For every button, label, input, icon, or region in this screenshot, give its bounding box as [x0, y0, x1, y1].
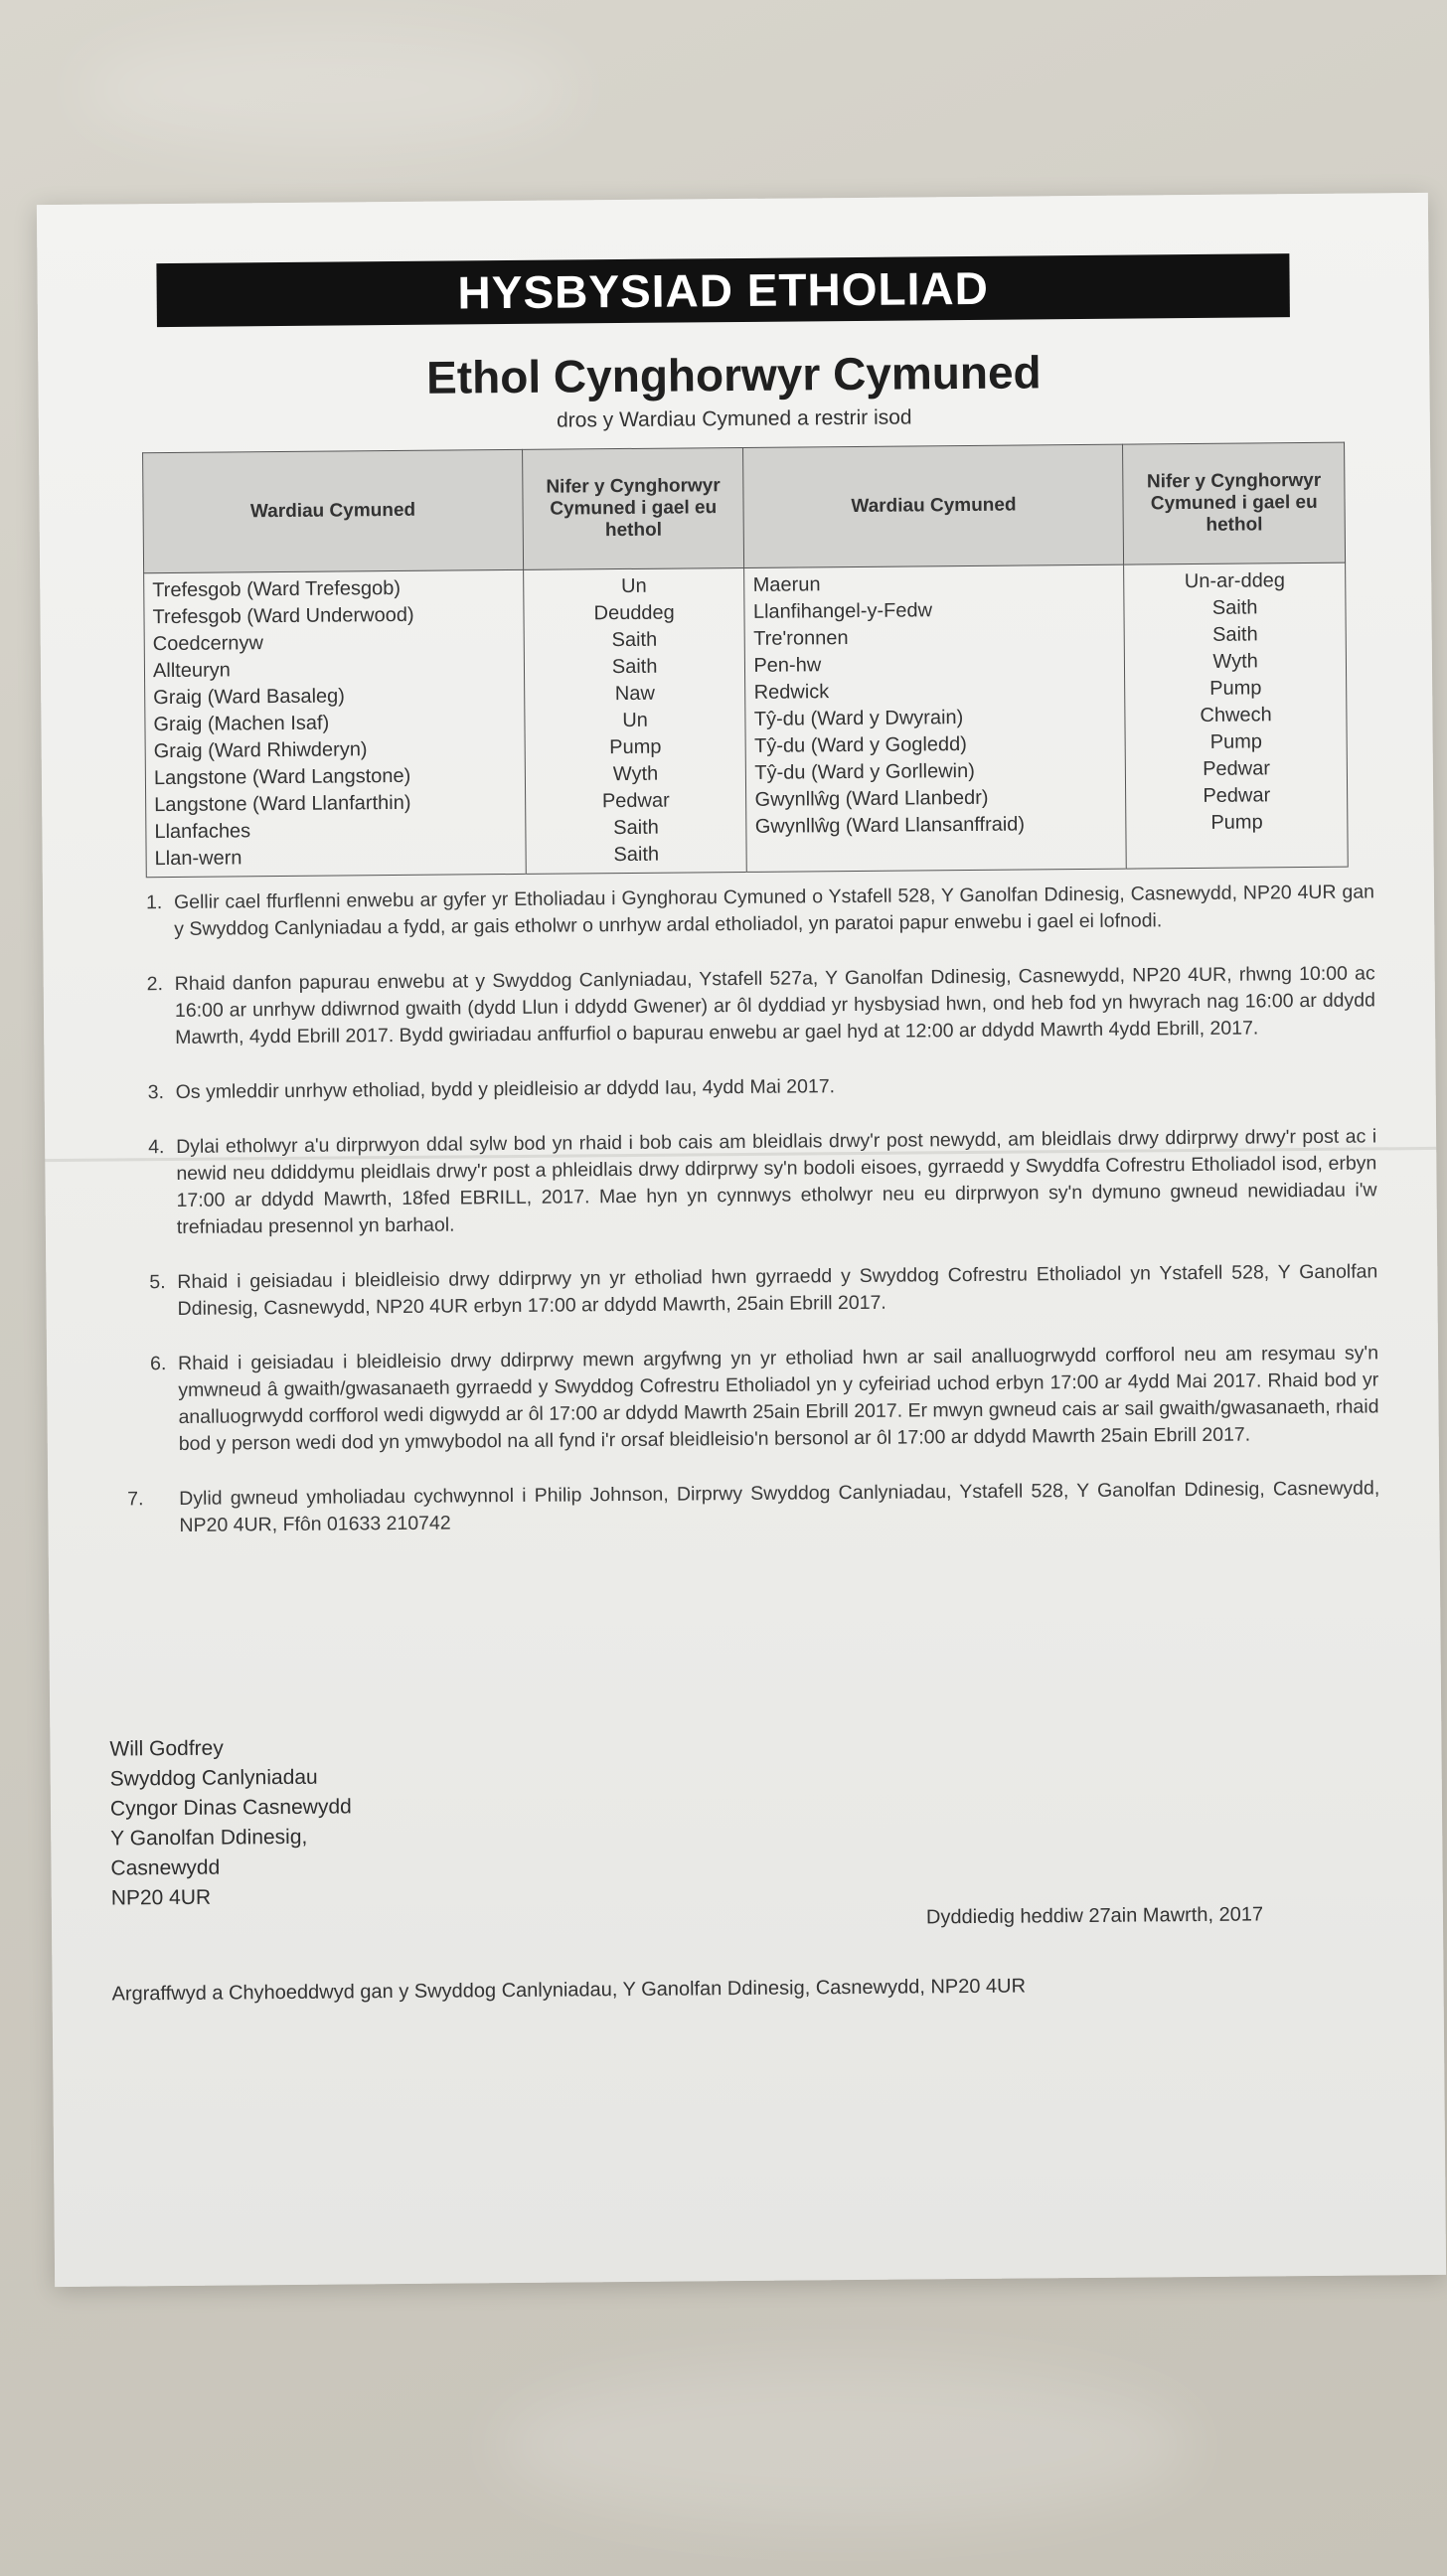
table-cell: Un-ar-ddeg [1184, 569, 1286, 593]
list-item [125, 1258, 1377, 1323]
table-header: Nifer y Cynghorwyr Cymuned i gael eu hethol [1123, 442, 1346, 564]
note-text: Dylai etholwyr a'u dirprwyon ddal sylw bod yn rhaid i bob cais am bleidlais drwy'r post newydd, am bleidlais drwy ddirprwy drwy'r post ac i newid neu ddiddymu pleidlais drwy'r post a phleidlais drwy ddirprwy sy'n bodoli eisoes, gyrraedd y Swyddfa Cofrestru Etholiadol isod, erbyn 17:00 ar ddydd Mawrth, 18fed EBRILL, 2017. Mae hyn yn cynnwys etholwyr neu eu dirprwyon sy'n dymuno gwneud newidiadau i'w trefniadau presennol yn barhaol. [176, 1125, 1377, 1238]
dated-line: Dyddiedig heddiw 27ain Mawrth, 2017 [925, 1903, 1264, 1929]
table-cell: Deuddeg [593, 601, 675, 625]
table-cell: Pump [1210, 811, 1263, 834]
note-number: 1. [145, 891, 163, 914]
signature-line: Swyddog Canlyniadau [109, 1765, 318, 1791]
notice-banner: HYSBYSIAD ETHOLIAD [156, 253, 1290, 327]
table-cell: Chwech [1200, 704, 1272, 726]
wards-table [142, 442, 1349, 879]
table-cell: Pen-hw [753, 654, 822, 677]
table-cell: Tŷ-du (Ward y Gorllewin) [754, 759, 975, 784]
background-fabric [80, 30, 576, 149]
table-cell: Langstone (Ward Langstone) [153, 764, 411, 790]
table-row [144, 563, 1349, 878]
table-cell: Graig (Machen Isaf) [153, 712, 330, 736]
signature-line: Y Ganolfan Ddinesig, [110, 1825, 308, 1851]
list-item [122, 879, 1374, 943]
note-number: 4. [148, 1136, 165, 1159]
table-cell: Saith [1212, 623, 1258, 646]
table-cell: Saith [611, 628, 658, 652]
table-cell: Graig (Ward Rhiwderyn) [153, 738, 368, 763]
table-header: Wardiau Cymuned [143, 449, 524, 572]
signature-block [109, 1732, 352, 1913]
table-cell: Un [621, 574, 647, 598]
table-cell: Gwynllŵg (Ward Llanbedr) [754, 786, 989, 811]
note-text: Rhaid i geisiadau i bleidleisio drwy ddirprwy mewn argyfwng yn yr etholiad hwn ar sail analluogrwydd corfforol neu am resymau sy'n ymwneud â gwaith/gwasanaeth gyrraedd y Swyddog Cofrestru Etholiadol yn y cyfeiriad uchod erbyn 17:00 ar 4ydd Mai 2017. Rhaid bod yr analluogrwydd corfforol wedi digwydd ar ôl 17:00 ar ddydd Mawrth 25ain Ebrill 2017. Er mwyn gwneud cais ar sail gwaith/gwasanaeth, rhaid bod y person wedi dod yn ymwybodol na all fynd i'r orsaf bleidleisio'n bersonol ar ôl 17:00 ar ddydd Mawrth 25ain Ebrill 2017. [177, 1342, 1379, 1455]
table-cell: Maerun [752, 573, 821, 596]
page-subtitle: dros y Wardiau Cymuned a restrir isod [556, 405, 912, 432]
table-cell: Tre'ronnen [753, 627, 849, 650]
list-item [123, 960, 1376, 1051]
signature-name: Will Godfrey [109, 1736, 224, 1761]
note-number: 5. [149, 1271, 166, 1294]
table-cell: Un [622, 709, 648, 732]
table-cell: Pump [1209, 677, 1262, 700]
table-cell: Pedwar [1203, 757, 1271, 780]
background-fabric [497, 2365, 1193, 2524]
note-number: 7. [127, 1488, 144, 1511]
printed-by-line: Argraffwyd a Chyhoeddwyd gan y Swyddog Canlyniadau, Y Ganolfan Ddinesig, Casnewydd, NP20 4UR [111, 1975, 1027, 2006]
table-cell: Wyth [612, 762, 659, 786]
table-cell: Langstone (Ward Llanfarthin) [154, 791, 411, 817]
table-cell: Saith [1211, 596, 1258, 619]
page-title: Ethol Cynghorwyr Cymuned [425, 346, 1042, 403]
table-cell: Pump [1209, 730, 1263, 753]
note-text: Rhaid danfon papurau enwebu at y Swyddog Canlyniadau, Ystafell 527a, Y Ganolfan Ddinesig, Casnewydd, NP20 4UR, rhwng 10:00 ac 16:00 ar unrhyw ddiwrnod gwaith (dydd Llun i ddydd Gwener) ar ôl dyddiad yr hysbysiad hwn, ond heb fod yn hwyrach nag 16:00 ar ddydd Mawrth, 4ydd Ebrill 2017. Bydd gwiriadau anffurfiol o bapurau enwebu ar gael hyd at 12:00 ar ddydd Mawrth 4ydd Ebrill, 2017. [174, 962, 1376, 1048]
note-number: 3. [147, 1081, 165, 1104]
left-counts-list [523, 567, 746, 874]
table-cell: Saith [611, 655, 658, 679]
table-cell: Pedwar [1203, 784, 1271, 807]
election-notice-paper [37, 193, 1446, 2287]
table-cell: Pump [609, 735, 662, 759]
note-text: Gellir cael ffurflenni enwebu ar gyfer yr Etholiadau i Gynghorau Cymuned o Ystafell 528, Y Ganolfan Ddinesig, Casnewydd, NP20 4UR gan y Swyddog Canlyniadau a fydd, ar gais etholwr o unrhyw ardal etholiadol, yn paratoi papur enwebu i gael ei lofnodi. [173, 881, 1375, 940]
table-cell: Graig (Ward Basaleg) [153, 685, 345, 710]
table-cell: Llan-wern [154, 847, 242, 871]
right-wards-list [744, 564, 1127, 872]
list-item [127, 1475, 1379, 1539]
table-cell: Saith [613, 816, 659, 840]
right-counts-list [1124, 563, 1348, 869]
list-item [124, 1123, 1377, 1241]
note-text: Os ymleddir unrhyw etholiad, bydd y pleidleisio ar ddydd Iau, 4ydd Mai 2017. [175, 1075, 836, 1103]
table-cell: Tŷ-du (Ward y Dwyrain) [753, 707, 964, 730]
list-item [126, 1340, 1379, 1458]
note-text: Rhaid i geisiadau i bleidleisio drwy ddirprwy yn yr etholiad hwn gyrraedd y Swyddog Cofrestru Etholiadol yn Ystafell 528, Y Ganolfan Ddinesig, Casnewydd, NP20 4UR erbyn 17:00 ar ddydd Mawrth, 25ain Ebrill 2017. [177, 1260, 1378, 1320]
table-cell: Saith [613, 843, 660, 867]
table-cell: Wyth [1212, 650, 1258, 673]
table-cell: Coedcernyw [152, 632, 264, 656]
note-number: 2. [146, 973, 164, 996]
table-cell: Tŷ-du (Ward y Gogledd) [754, 733, 967, 757]
table-cell: Trefesgob (Ward Underwood) [152, 603, 414, 629]
table-cell: Llanfihangel-y-Fedw [752, 599, 933, 623]
list-item [124, 1068, 1376, 1106]
left-wards-list [144, 569, 527, 877]
table-cell: Redwick [753, 681, 830, 704]
table-header: Nifer y Cynghorwyr Cymuned i gael eu hethol [522, 447, 744, 569]
table-cell: Allteuryn [152, 659, 231, 683]
table-header: Wardiau Cymuned [743, 444, 1124, 567]
signature-line: Cyngor Dinas Casnewydd [109, 1795, 352, 1821]
table-cell: Naw [614, 682, 655, 706]
notes-list [122, 879, 1380, 1567]
signature-line: NP20 4UR [110, 1885, 212, 1910]
table-cell: Trefesgob (Ward Trefesgob) [152, 576, 402, 602]
table-cell: Pedwar [601, 789, 670, 813]
table-cell: Llanfaches [154, 820, 251, 844]
signature-line: Casnewydd [110, 1855, 221, 1880]
note-text: Dylid gwneud ymholiadau cychwynnol i Philip Johnson, Dirprwy Swyddog Canlyniadau, Ystafell 528, Y Ganolfan Ddinesig, Casnewydd, NP20 4UR, Ffôn 01633 210742 [179, 1477, 1380, 1536]
note-number: 6. [149, 1353, 167, 1375]
table-cell: Gwynllŵg (Ward Llansanffraid) [754, 813, 1026, 838]
